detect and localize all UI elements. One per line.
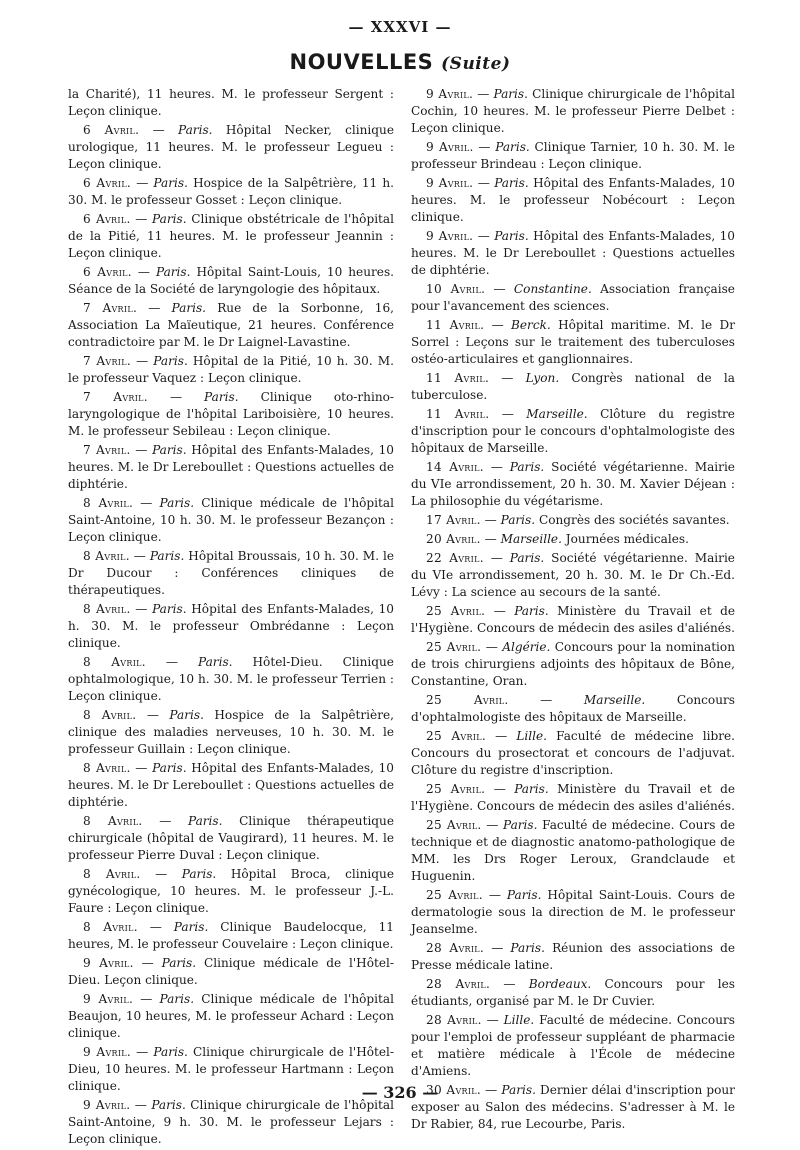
entry-text: Hôtel-Dieu. Clinique ophtalmologique, 10 h. 30. M. le professeur Terrien : Leçon clinique. [68,655,394,703]
news-entry: 9 Avril. — Paris. Hôpital des Enfants-Malades, 10 heures. M. le professeur Nobécourt : Leçon clinique. [411,176,735,224]
entry-place: Paris. [161,956,197,970]
entry-place: Paris. [159,992,195,1006]
news-entry: 30 Avril. — Paris. Dernier délai d'inscription pour exposer au Salon des médecins. S'adresser à M. le Dr Rabier, 84, rue Lecourbe, Paris. [411,1083,735,1131]
news-entry: 8 Avril. — Paris. Hôtel-Dieu. Clinique ophtalmologique, 10 h. 30. M. le professeur Terrien : Leçon clinique. [68,655,394,703]
entry-text: Faculté de médecine. Cours de technique et de diagnostic anatomo-pathologique de MM. les Drs Roger Leroux, Grandclaude et Huguenin. [411,818,735,883]
entry-place: Paris. [152,602,187,616]
entry-date: 9 Avril. [83,992,134,1006]
entry-text: Hôpital Saint-Louis. Cours de dermatologie sous la direction de M. le professeur Jeanselme. [411,888,735,936]
news-entry: 14 Avril. — Paris. Société végétarienne. Mairie du VIe arrondissement, 20 h. 30. M. Xavier Déjean : La philosophie du végétarisme. [411,460,735,508]
news-entry: 9 Avril. — Paris. Clinique médicale de l'hôpital Beaujon, 10 heures, M. le professeur Achard : Leçon clinique. [68,992,394,1040]
news-entry: 8 Avril. — Paris. Hôpital Broussais, 10 h. 30. M. le Dr Ducour : Conférences cliniques de thérapeutiques. [68,549,394,597]
news-entry: 9 Avril. — Paris. Clinique chirurgicale de l'hôpital Cochin, 10 heures. M. le professeur Pierre Delbet : Leçon clinique. [411,87,735,135]
news-entry: 25 Avril. — Marseille. Concours d'ophtalmologiste des hôpitaux de Marseille. [411,693,735,724]
entry-place: Constantine. [513,282,592,296]
entry-date: 9 Avril. [426,87,474,101]
news-entry: 25 Avril. — Paris. Ministère du Travail et de l'Hygiène. Concours de médecin des asiles d'aliénés. [411,782,735,813]
news-entry: 9 Avril. — Paris. Hôpital des Enfants-Malades, 10 heures. M. le Dr Lereboullet : Questions actuelles de diphtérie. [411,229,735,277]
news-entry: 7 Avril. — Paris. Clinique oto-rhino-laryngologique de l'hôpital Lariboisière, 10 heures. M. le professeur Sebileau : Leçon clinique. [68,390,394,438]
entry-text: Clinique obstétricale de l'hôpital de la Pitié, 11 heures. M. le professeur Jeannin : Leçon clinique. [68,212,394,260]
entry-place: Paris. [509,551,545,565]
entry-place: Paris. [152,212,187,226]
entry-text: Rue de la Sorbonne, 16, Association La Maïeutique, 21 heures. Conférence contradictoire par M. le Dr Laignel-Lavastine. [68,301,394,349]
entry-place: Marseille. [526,407,588,421]
entry-text: Dernier délai d'inscription pour exposer au Salon des médecins. S'adresser à M. le Dr Rabier, 84, rue Lecourbe, Paris. [411,1083,735,1131]
entry-date: 25 Avril. [426,888,483,902]
entry-date: 8 Avril. [83,602,131,616]
news-entry: 9 Avril. — Paris. Clinique médicale de l'Hôtel-Dieu. Leçon clinique. [68,956,394,987]
entry-place: Paris. [171,301,207,315]
entry-place: Paris. [178,123,213,137]
entry-place: Lille. [503,1013,535,1027]
news-entry: 11 Avril. — Marseille. Clôture du registre d'inscription pour le concours d'ophtalmologiste des hôpitaux de Marseille. [411,407,735,455]
entry-text: Faculté de médecine. Concours pour l'emploi de professeur suppléant de pharmacie et matière médicale à l'École de médecine d'Amiens. [411,1013,735,1078]
entry-date: 25 Avril. [426,818,482,832]
entry-place: Paris. [509,460,545,474]
entry-place: Lyon. [525,371,560,385]
entry-text: Concours pour la nomination de trois chirurgiens adjoints des hôpitaux de Bône, Constantine, Oran. [411,640,735,688]
news-entry: 25 Avril. — Paris. Ministère du Travail et de l'Hygiène. Concours de médecin des asiles d'aliénés. [411,604,735,635]
entry-place: Paris. [493,87,528,101]
entry-date: 17 Avril. [426,513,481,527]
entry-place: Paris. [501,1083,536,1097]
entry-date: 11 Avril. [426,407,490,421]
news-entry: 11 Avril. — Lyon. Congrès national de la tuberculose. [411,371,735,402]
entry-text: Hôpital Saint-Louis, 10 heures. Séance de la Société de laryngologie des hôpitaux. [68,265,394,296]
entry-date: 10 Avril. [426,282,486,296]
section-title [0,50,800,74]
entry-text: Ministère du Travail et de l'Hygiène. Concours de médecin des asiles d'aliénés. [411,604,735,635]
entry-text: Hôpital des Enfants-Malades, 10 heures. M. le professeur Nobécourt : Leçon clinique. [411,176,735,224]
entry-text: Clinique Baudelocque, 11 heures, M. le professeur Couvelaire : Leçon clinique. [68,920,394,951]
entry-text: Hôpital Broca, clinique gynécologique, 10 heures. M. le professeur J.-L. Faure : Leçon clinique. [68,867,394,915]
news-entry: 7 Avril. — Paris. Rue de la Sorbonne, 16, Association La Maïeutique, 21 heures. Conférence contradictoire par M. le Dr Laignel-Lavastine. [68,301,394,349]
entry-text: Clinique médicale de l'hôpital Saint-Antoine, 10 h. 30. M. le professeur Bezançon : Leçon clinique. [68,496,394,544]
news-entry: 6 Avril. — Paris. Hôpital Necker, clinique urologique, 11 heures. M. le professeur Legueu : Leçon clinique. [68,123,394,171]
news-entry: 17 Avril. — Paris. Congrès des sociétés savantes. [426,513,730,527]
entry-date: 9 Avril. [426,176,474,190]
entry-text: Association française pour l'avancement des sciences. [411,282,735,313]
entry-text: Ministère du Travail et de l'Hygiène. Concours de médecin des asiles d'aliénés. [411,782,735,813]
entry-date: 8 Avril. [83,920,138,934]
entry-text: Concours d'ophtalmologiste des hôpitaux de Marseille. [411,693,735,724]
news-entry: 25 Avril. — Paris. Faculté de médecine. Cours de technique et de diagnostic anatomo-pathologique de MM. les Drs Roger Leroux, Grandclaude et Huguenin. [411,818,735,883]
entry-place: Paris. [495,140,530,154]
entry-text: Journées médicales. [565,532,689,546]
news-entry: 9 Avril. — Paris. Clinique Tarnier, 10 h. 30. M. le professeur Brindeau : Leçon clinique. [411,140,735,171]
entry-place: Paris. [502,818,538,832]
entry-date: 25 Avril. [426,782,486,796]
entry-place: Paris. [494,229,529,243]
entry-date: 28 Avril. [426,977,491,991]
entry-text: Hôpital Broussais, 10 h. 30. M. le Dr Ducour : Conférences cliniques de thérapeutiques. [68,549,394,597]
entry-place: Paris. [153,354,188,368]
news-entry: 28 Avril. — Bordeaux. Concours pour les étudiants, organisé par M. le Dr Cuvier. [411,977,735,1008]
entry-date: 22 Avril. [426,551,484,565]
news-entry: 8 Avril. — Paris. Hôpital Broca, clinique gynécologique, 10 heures. M. le professeur J.-L. Faure : Leçon clinique. [68,867,394,915]
entry-place: Paris. [153,1045,188,1059]
news-entry: 6 Avril. — Paris. Hospice de la Salpêtrière, 11 h. 30. M. le professeur Gosset : Leçon clinique. [68,176,394,207]
entry-date: 8 Avril. [83,549,130,563]
entry-date: 25 Avril. [426,640,482,654]
entry-date: 9 Avril. [426,140,474,154]
entry-text: Clinique chirurgicale de l'hôpital Saint-Antoine, 9 h. 30. M. le professeur Lejars : Leçon clinique. [68,1098,394,1146]
entry-place: Paris. [155,265,191,279]
entry-date: 7 Avril. [83,301,138,315]
entry-text: Clôture du registre d'inscription pour le concours d'ophtalmologiste des hôpitaux de Marseille. [411,407,735,455]
entry-text: Hôpital des Enfants-Malades, 10 heures. M. le Dr Lereboullet : Questions actuelles de diphtérie. [68,443,394,491]
entry-text: Congrès des sociétés savantes. [538,513,730,527]
entry-text: Clinique oto-rhino-laryngologique de l'hôpital Lariboisière, 10 heures. M. le professeur Sebileau : Leçon clinique. [68,390,394,438]
entry-place: Paris. [181,867,217,881]
entry-date: 8 Avril. [83,761,131,775]
news-entry: 7 Avril. — Paris. Hôpital de la Pitié, 10 h. 30. M. le professeur Vaquez : Leçon clinique. [68,354,394,385]
entry-text: Hôpital des Enfants-Malades, 10 heures. M. le Dr Lereboullet : Questions actuelles de diphtérie. [411,229,735,277]
entry-text: Clinique chirurgicale de l'hôpital Cochin, 10 heures. M. le professeur Pierre Delbet : Leçon clinique. [411,87,735,135]
news-entry: 8 Avril. — Paris. Clinique thérapeutique chirurgicale (hôpital de Vaugirard), 11 heures. M. le professeur Pierre Duval : Leçon clinique. [68,814,394,862]
entry-place: Paris. [187,814,223,828]
entry-text: Hôpital des Enfants-Malades, 10 heures. M. le Dr Lereboullet : Questions actuelles de diphtérie. [68,761,394,809]
entry-text: Concours pour les étudiants, organisé par M. le Dr Cuvier. [411,977,735,1008]
entry-date: 28 Avril. [426,941,485,955]
page-number: — 326 — [361,1083,439,1102]
entry-date: 25 Avril. [426,729,487,743]
entry-place: Paris. [500,513,536,527]
news-entry: 20 Avril. — Marseille. Journées médicales. [426,532,689,546]
entry-text: Congrès national de la tuberculose. [411,371,735,402]
entry-date: 28 Avril. [426,1013,482,1027]
section-title-suffix: (Suite) [441,54,511,74]
news-entry: 28 Avril. — Lille. Faculté de médecine. Concours pour l'emploi de professeur suppléant de pharmacie et matière médicale à l'École de médecine d'Amiens. [411,1013,735,1078]
entry-date: 9 Avril. [83,1098,131,1112]
entry-text: Hospice de la Salpêtrière, 11 h. 30. M. le professeur Gosset : Leçon clinique. [68,176,394,207]
news-entry: 8 Avril. — Paris. Clinique médicale de l'hôpital Saint-Antoine, 10 h. 30. M. le professeur Bezançon : Leçon clinique. [68,496,394,544]
news-entry: 6 Avril. — Paris. Hôpital Saint-Louis, 10 heures. Séance de la Société de laryngologie des hôpitaux. [68,265,394,296]
entry-date: 8 Avril. [83,496,134,510]
entry-text: Réunion des associations de Presse médicale latine. [411,941,735,972]
entry-date: 9 Avril. [83,956,134,970]
entry-date: 6 Avril. [83,265,132,279]
right-column [411,86,735,1135]
entry-date: 9 Avril. [426,229,474,243]
news-entry: 9 Avril. — Paris. Clinique chirurgicale de l'hôpital Saint-Antoine, 9 h. 30. M. le professeur Lejars : Leçon clinique. [68,1098,394,1146]
entry-place: Marseille. [583,693,646,707]
entry-place: Paris. [153,176,188,190]
entry-text: Hôpital des Enfants-Malades, 10 h. 30. M. le professeur Ombrédanne : Leçon clinique. [68,602,394,650]
left-column [68,86,394,1150]
entry-place: Bordeaux. [528,977,592,991]
entry-date: 6 Avril. [83,123,140,137]
entry-text: Clinique médicale de l'Hôtel-Dieu. Leçon clinique. [68,956,394,987]
entry-date: 25 Avril. [426,693,509,707]
entry-place: Paris. [506,888,542,902]
news-entry: 8 Avril. — Paris. Hôpital des Enfants-Malades, 10 heures. M. le Dr Lereboullet : Questions actuelles de diphtérie. [68,761,394,809]
entry-date: 14 Avril. [426,460,484,474]
entry-place: Paris. [514,782,549,796]
entry-date: 7 Avril. [83,390,148,404]
entry-text: Clinique médicale de l'hôpital Beaujon, 10 heures, M. le professeur Achard : Leçon clinique. [68,992,394,1040]
entry-text: Hôpital de la Pitié, 10 h. 30. M. le professeur Vaquez : Leçon clinique. [68,354,394,385]
news-entry: 28 Avril. — Paris. Réunion des associations de Presse médicale latine. [411,941,735,972]
entry-date: 8 Avril. [83,867,141,881]
entry-place: Paris. [510,941,545,955]
news-entry: 25 Avril. — Paris. Hôpital Saint-Louis. Cours de dermatologie sous la direction de M. le professeur Jeanselme. [411,888,735,936]
page-roman-numeral: — XXXVI — [348,18,452,36]
entry-date: 8 Avril. [83,655,146,669]
entry-place: Paris. [149,549,185,563]
news-entry: 11 Avril. — Berck. Hôpital maritime. M. le Dr Sorrel : Leçons sur le traitement des tuberculoses ostéo-articulaires et ganglionnaires. [411,318,735,366]
entry-text: Hôpital maritime. M. le Dr Sorrel : Leçons sur le traitement des tuberculoses ostéo-articulaires et ganglionnaires. [411,318,735,366]
news-entry: 8 Avril. — Paris. Clinique Baudelocque, 11 heures, M. le professeur Couvelaire : Leçon clinique. [68,920,394,951]
entry-date: 7 Avril. [83,443,131,457]
section-title-main: NOUVELLES [289,50,434,74]
news-entry: 25 Avril. — Lille. Faculté de médecine libre. Concours du prosectorat et concours de l'adjuvat. Clôture du registre d'inscription. [411,729,735,777]
entry-place: Paris. [151,1098,186,1112]
entry-text: Hôpital Necker, clinique urologique, 11 heures. M. le professeur Legueu : Leçon clinique. [68,123,394,171]
entry-place: Berck. [511,318,551,332]
entry-text: la Charité), 11 heures. M. le professeur Sergent : Leçon clinique. [68,87,394,118]
entry-date: 6 Avril. [83,212,131,226]
entry-place: Paris. [152,761,187,775]
entry-text: Hospice de la Salpêtrière, clinique des maladies nerveuses, 10 h. 30. M. le professeur Guillain : Leçon clinique. [68,708,394,756]
entry-place: Paris. [169,708,204,722]
entry-text: Faculté de médecine libre. Concours du prosectorat et concours de l'adjuvat. Clôture du registre d'inscription. [411,729,735,777]
entry-place: Paris. [494,176,529,190]
news-entry: 8 Avril. — Paris. Hôpital des Enfants-Malades, 10 h. 30. M. le professeur Ombrédanne : Leçon clinique. [68,602,394,650]
entry-text: Clinique chirurgicale de l'Hôtel-Dieu, 10 heures. M. le professeur Hartmann : Leçon clinique. [68,1045,394,1093]
news-entry: 9 Avril. — Paris. Clinique chirurgicale de l'Hôtel-Dieu, 10 heures. M. le professeur Hartmann : Leçon clinique. [68,1045,394,1093]
entry-date: 11 Avril. [426,318,485,332]
entry-date: 25 Avril. [426,604,486,618]
entry-place: Algérie. [502,640,551,654]
entry-date: 20 Avril. [426,532,481,546]
news-entry: 7 Avril. — Paris. Hôpital des Enfants-Malades, 10 heures. M. le Dr Lereboullet : Questions actuelles de diphtérie. [68,443,394,491]
entry-date: 11 Avril. [426,371,490,385]
entry-text: Société végétarienne. Mairie du VIe arrondissement, 20 h. 30. M. Xavier Déjean : La philosophie du végétarisme. [411,460,735,508]
entry-text: Clinique thérapeutique chirurgicale (hôpital de Vaugirard), 11 heures. M. le professeur Pierre Duval : Leçon clinique. [68,814,394,862]
entry-place: Paris. [204,390,239,404]
entry-date: 8 Avril. [83,814,143,828]
entry-date: 9 Avril. [83,1045,132,1059]
entry-place: Marseille. [500,532,562,546]
news-entry: 22 Avril. — Paris. Société végétarienne. Mairie du VIe arrondissement, 20 h. 30. M. le Dr Ch.-Ed. Lévy : La science au secours de la santé. [411,551,735,599]
news-entry [68,86,394,120]
entry-place: Paris. [173,920,209,934]
entry-place: Paris. [152,443,187,457]
entry-text: Société végétarienne. Mairie du VIe arrondissement, 20 h. 30. M. le Dr Ch.-Ed. Lévy : La science au secours de la santé. [411,551,735,599]
entry-place: Paris. [198,655,233,669]
entry-text: Clinique Tarnier, 10 h. 30. M. le professeur Brindeau : Leçon clinique. [411,140,735,171]
entry-date: 6 Avril. [83,176,132,190]
entry-date: 30 Avril. [426,1083,482,1097]
entry-date: 7 Avril. [83,354,132,368]
entry-date: 8 Avril. [83,708,137,722]
entry-place: Paris. [514,604,549,618]
news-entry: 10 Avril. — Constantine. Association française pour l'avancement des sciences. [411,282,735,313]
news-entry: 6 Avril. — Paris. Clinique obstétricale de l'hôpital de la Pitié, 11 heures. M. le professeur Jeannin : Leçon clinique. [68,212,394,260]
entry-place: Paris. [159,496,195,510]
news-entry: 25 Avril. — Algérie. Concours pour la nomination de trois chirurgiens adjoints des hôpitaux de Bône, Constantine, Oran. [411,640,735,688]
news-entry: 8 Avril. — Paris. Hospice de la Salpêtrière, clinique des maladies nerveuses, 10 h. 30. M. le professeur Guillain : Leçon clinique. [68,708,394,756]
entry-place: Lille. [516,729,548,743]
